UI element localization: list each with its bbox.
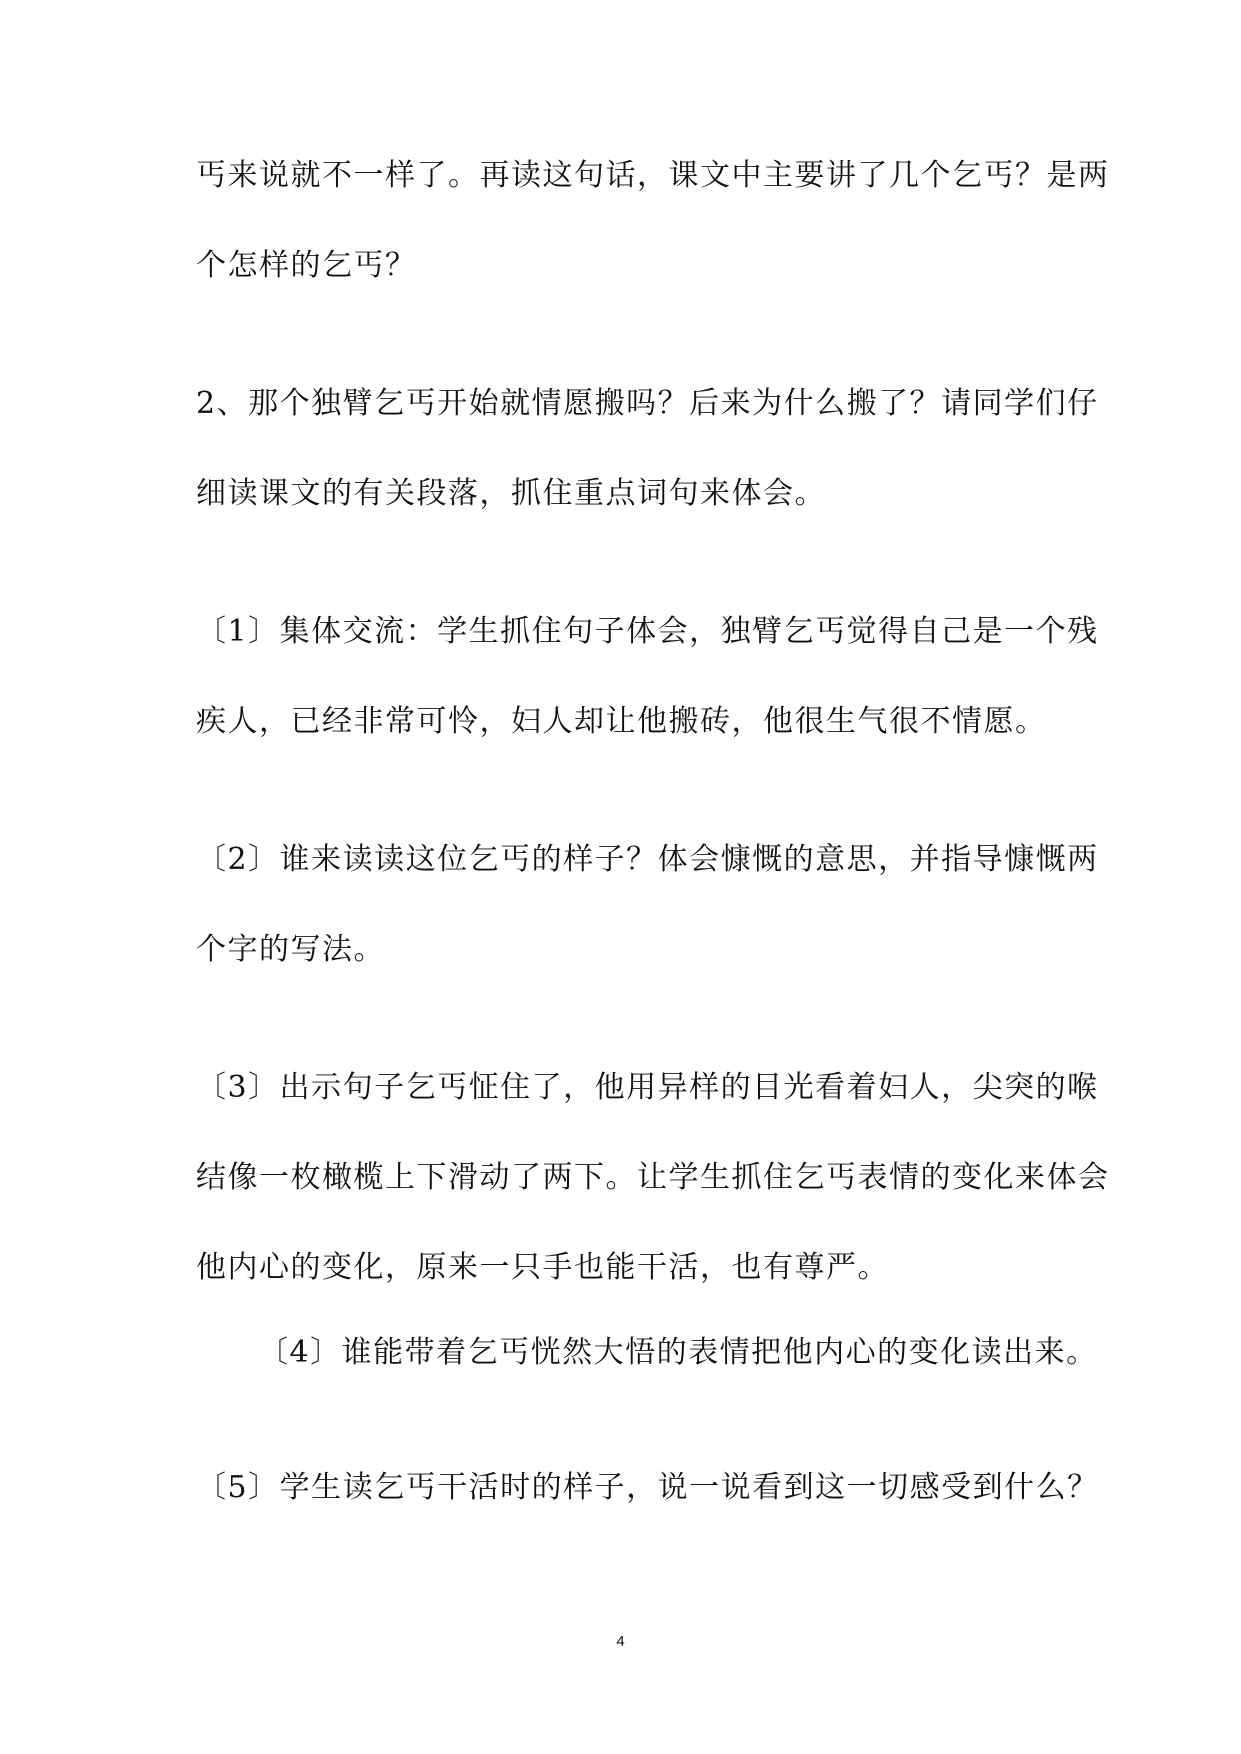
text-line-11: 他内心的变化，原来一只手也能干活，也有尊严。: [196, 1250, 889, 1285]
text-line-1: 丐来说就不一样了。再读这句话，课文中主要讲了几个乞丐？是两: [196, 158, 1110, 193]
text-line-2: 个怎样的乞丐？: [196, 248, 417, 283]
text-line-7: 〔2〕谁来读读这位乞丐的样子？体会慷慨的意思，并指导慷慨两: [196, 842, 1099, 877]
text-line-4: 细读课文的有关段落，抓住重点词句来体会。: [196, 476, 826, 511]
text-line-6: 疾人，已经非常可怜，妇人却让他搬砖，他很生气很不情愿。: [196, 704, 1047, 739]
text-line-9: 〔3〕出示句子乞丐怔住了，他用异样的目光看着妇人，尖突的喉: [196, 1070, 1099, 1105]
text-line-5: 〔1〕集体交流：学生抓住句子体会，独臂乞丐觉得自己是一个残: [196, 614, 1099, 649]
text-line-8: 个字的写法。: [196, 932, 385, 967]
text-line-3: 2、那个独臂乞丐开始就情愿搬吗？后来为什么搬了？请同学们仔: [196, 386, 1099, 421]
text-line-13: 〔5〕学生读乞丐干活时的样子，说一说看到这一切感受到什么？: [196, 1470, 1099, 1505]
text-line-12: 〔4〕谁能带着乞丐恍然大悟的表情把他内心的变化读出来。: [258, 1335, 1098, 1370]
page-number: 4: [616, 1633, 625, 1650]
text-line-10: 结像一枚橄榄上下滑动了两下。让学生抓住乞丐表情的变化来体会: [196, 1160, 1110, 1195]
